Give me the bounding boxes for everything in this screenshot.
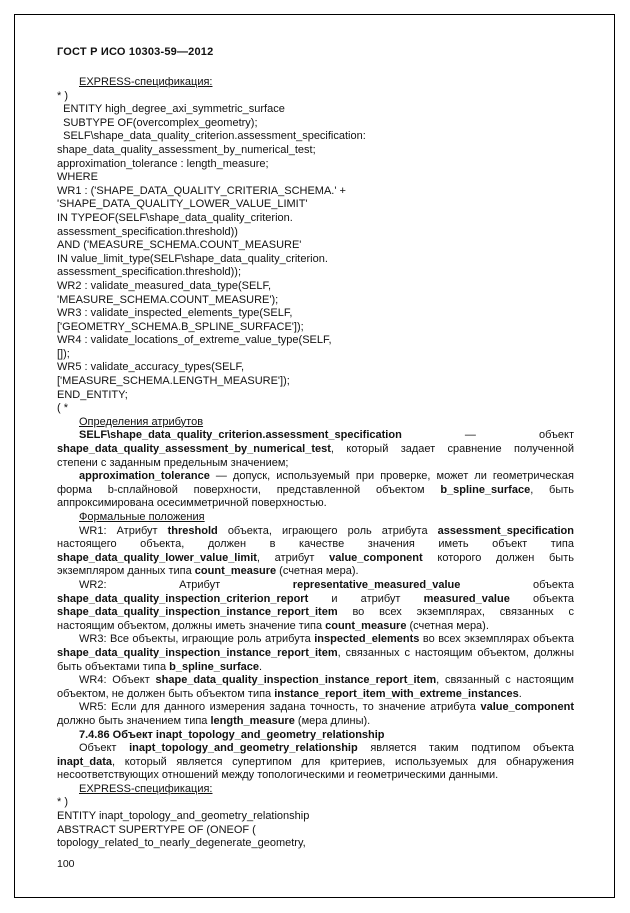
text-run: , быть аппроксимирована осесимметричной поверхностью. xyxy=(57,483,574,510)
code-line: WR3 : validate_inspected_elements_type(SELF, xyxy=(57,307,293,320)
code-line: topology_related_to_nearly_degenerate_geometry, xyxy=(57,837,306,850)
text-run: во всех экземплярах объекта xyxy=(419,633,575,646)
text-run: WR1: Атрибут xyxy=(79,524,168,537)
code-line: WR1 : ('SHAPE_DATA_QUALITY_CRITERIA_SCHEMA.' + xyxy=(57,184,346,197)
text-run: во всех экземплярах, связанных с настоящим объектом, должны иметь значение типа xyxy=(57,606,574,632)
emphasized-text-run: approximation_tolerance xyxy=(79,470,210,483)
text-run: объекта, играющего роль атрибута xyxy=(217,524,438,537)
paragraph-wr3 xyxy=(57,633,574,674)
clause-7-4-86-heading: 7.4.86 Объект inapt_topology_and_geometry_relationship xyxy=(79,728,385,741)
emphasized-text-run: inapt_topology_and_geometry_relationship xyxy=(129,742,358,755)
paragraph-wr5 xyxy=(57,701,574,728)
emphasized-text-run: count_measure xyxy=(325,619,407,632)
emphasized-text-run: shape_data_quality_inspection_instance_report_item xyxy=(155,674,437,687)
paragraph-wr4 xyxy=(57,674,574,701)
attribute-definitions-heading: Определения атрибутов xyxy=(79,415,204,428)
code-line: ENTITY high_degree_axi_symmetric_surface xyxy=(57,103,285,116)
paragraph-clause-intro xyxy=(57,742,574,783)
express-code-block-1 xyxy=(57,90,574,416)
formal-propositions-heading: Формальные положения xyxy=(79,511,205,523)
text-run: , который является супертипом для критериев, используемых для обнаружения несоответствующих отношений между топологическими и геометрическими данными. xyxy=(57,755,574,782)
paragraph-approximation-tolerance xyxy=(57,470,574,511)
code-line: ['MEASURE_SCHEMA.LENGTH_MEASURE']); xyxy=(57,375,290,388)
text-run: . xyxy=(518,687,522,700)
text-run: , связанный с настоящим объектом, не должен быть объектом типа xyxy=(57,674,574,700)
code-line: ENTITY inapt_topology_and_geometry_relationship xyxy=(57,810,310,823)
emphasized-text-run: shape_data_quality_inspection_instance_report_item xyxy=(57,606,338,619)
text-run: (счетная мера). xyxy=(406,619,489,632)
express-code-block-2 xyxy=(57,796,574,850)
code-line: * ) xyxy=(57,89,68,102)
emphasized-text-run: length_measure xyxy=(210,714,295,727)
emphasized-text-run: shape_data_quality_inspection_criterion_report xyxy=(57,592,309,605)
text-run: (счетная мера). xyxy=(276,565,359,578)
text-run: WR2: Атрибут xyxy=(79,578,293,591)
document-header-title: ГОСТ Р ИСО 10303-59—2012 xyxy=(57,46,214,58)
page-content xyxy=(57,76,574,851)
text-run: WR3: Все объекты, играющие роль атрибута xyxy=(79,633,315,646)
text-run: , который задает сравнение полученной степени с заданным предельным значением; xyxy=(57,443,574,469)
text-run: является таким подтипом объекта xyxy=(357,742,574,755)
code-line: assessment_specification.threshold)); xyxy=(57,266,242,279)
code-line: * ) xyxy=(57,796,68,809)
code-line: AND ('MEASURE_SCHEMA.COUNT_MEASURE' xyxy=(57,239,302,252)
express-spec-heading-1: EXPRESS-спецификация: xyxy=(79,76,213,88)
text-run: . xyxy=(259,660,263,673)
emphasized-text-run: threshold xyxy=(167,524,218,537)
text-run: объекта xyxy=(460,578,575,591)
emphasized-text-run: count_measure xyxy=(194,565,277,578)
code-line: ( * xyxy=(57,402,68,415)
text-run: настоящего объекта, должен в качестве значения иметь объект типа xyxy=(57,538,574,551)
emphasized-text-run: inspected_elements xyxy=(314,633,420,646)
code-line: assessment_specification.threshold)) xyxy=(57,225,238,238)
emphasized-text-run: value_component xyxy=(329,551,423,564)
code-line: WR4 : validate_locations_of_extreme_value_type(SELF, xyxy=(57,334,332,347)
text-run: — допуск, используемый при проверке, может ли геометрическая форма b-сплайновой поверхности, представленной объектом xyxy=(57,470,574,496)
page-number: 100 xyxy=(57,858,75,870)
paragraph-wr1 xyxy=(57,525,574,579)
text-run: — объект xyxy=(401,429,574,442)
emphasized-text-run: shape_data_quality_lower_value_limit xyxy=(57,551,257,564)
emphasized-text-run: instance_report_item_with_extreme_instances xyxy=(274,687,519,700)
code-line: WR5 : validate_accuracy_types(SELF, xyxy=(57,361,245,374)
code-line: ['GEOMETRY_SCHEMA.B_SPLINE_SURFACE']); xyxy=(57,320,304,333)
text-run: , атрибут xyxy=(256,551,330,564)
code-line: IN TYPEOF(SELF\shape_data_quality_criterion. xyxy=(57,211,293,224)
emphasized-text-run: inapt_data xyxy=(57,755,113,768)
text-run: и атрибут xyxy=(308,592,424,605)
code-line: SELF\shape_data_quality_criterion.assessment_specification: xyxy=(57,130,366,143)
text-run: которого должен быть экземпляром данных типа xyxy=(57,551,574,578)
code-line: approximation_tolerance : length_measure; xyxy=(57,157,269,170)
emphasized-text-run: representative_measured_value xyxy=(292,578,461,591)
paragraph-wr2 xyxy=(57,579,574,633)
code-line: ABSTRACT SUPERTYPE OF (ONEOF ( xyxy=(57,823,256,836)
code-line: WHERE xyxy=(57,171,98,184)
text-run: , связанных с настоящим объектом, должны быть объектами типа xyxy=(57,646,574,673)
emphasized-text-run: shape_data_quality_inspection_instance_report_item xyxy=(57,646,338,659)
text-run: Объект xyxy=(79,742,130,755)
emphasized-text-run: measured_value xyxy=(423,592,510,605)
emphasized-text-run: shape_data_quality_assessment_by_numerical_test xyxy=(57,443,331,456)
code-line: []); xyxy=(57,347,70,360)
code-line: 'SHAPE_DATA_QUALITY_LOWER_VALUE_LIMIT' xyxy=(57,198,308,211)
code-line: SUBTYPE OF(overcomplex_geometry); xyxy=(57,116,258,129)
code-line: END_ENTITY; xyxy=(57,388,128,401)
text-run: WR5: Если для данного измерения задана точность, то значение атрибута xyxy=(79,701,481,714)
code-line: shape_data_quality_assessment_by_numerical_test; xyxy=(57,143,316,156)
emphasized-text-run: b_spline_surface xyxy=(440,483,531,496)
emphasized-text-run: assessment_specification xyxy=(437,524,574,537)
express-spec-heading-2: EXPRESS-спецификация: xyxy=(79,782,213,795)
text-run: (мера длины). xyxy=(294,714,371,727)
text-run: WR4: Объект xyxy=(79,674,156,687)
emphasized-text-run: b_spline_surface xyxy=(169,660,259,673)
code-line: WR2 : validate_measured_data_type(SELF, xyxy=(57,279,272,292)
paragraph-self-assessment-specification xyxy=(57,429,574,470)
text-run: должно быть значением типа xyxy=(57,714,211,727)
code-line: 'MEASURE_SCHEMA.COUNT_MEASURE'); xyxy=(57,293,279,306)
code-line: IN value_limit_type(SELF\shape_data_quality_criterion. xyxy=(57,252,328,265)
text-run: объекта xyxy=(509,592,574,605)
emphasized-text-run: value_component xyxy=(480,701,574,714)
emphasized-text-run: SELF\shape_data_quality_criterion.assessment_specification xyxy=(79,429,402,442)
